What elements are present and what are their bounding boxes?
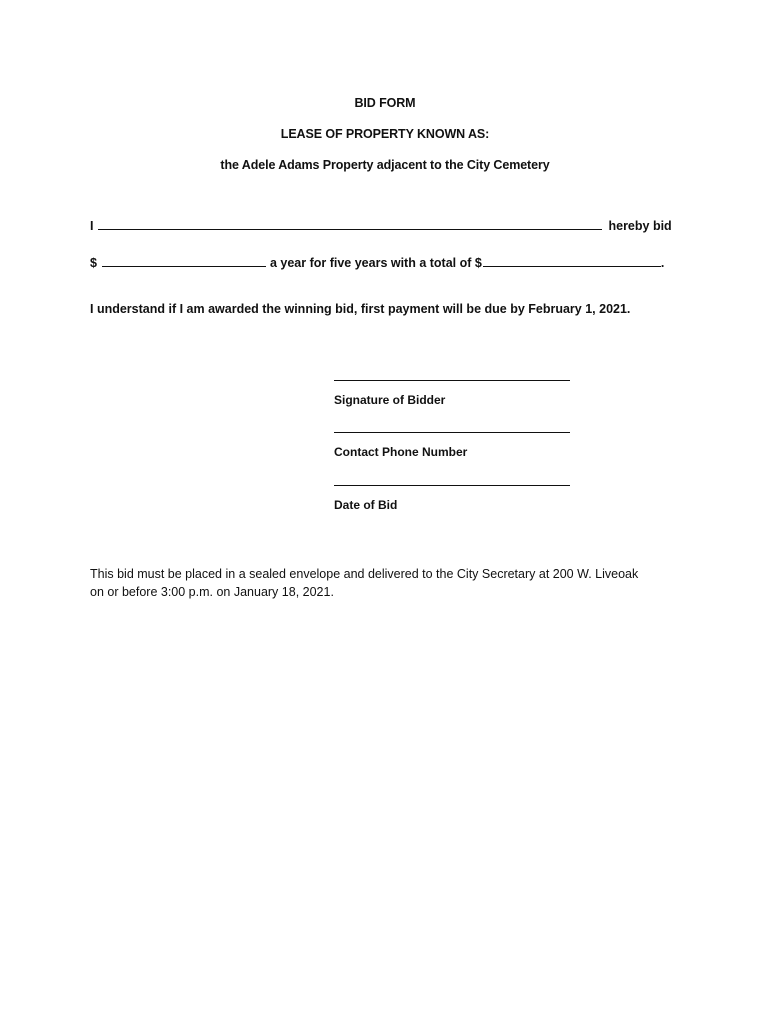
- total-amount-field[interactable]: [483, 254, 661, 267]
- line-period: .: [660, 256, 665, 270]
- signature-label: Signature of Bidder: [334, 393, 446, 407]
- bid-amount-line: [90, 254, 690, 270]
- bidder-name-field[interactable]: [98, 217, 602, 230]
- phone-field[interactable]: [334, 432, 570, 433]
- signature-section: [334, 380, 574, 407]
- annual-text: a year for five years with a total of $: [269, 256, 482, 270]
- annual-amount-field[interactable]: [102, 254, 266, 267]
- award-statement: I understand if I am awarded the winning bid, first payment will be due by February 1, 2021.: [90, 302, 631, 316]
- signature-field[interactable]: [334, 380, 570, 381]
- date-section: [334, 485, 574, 512]
- hereby-bid-text: hereby bid: [608, 219, 672, 233]
- form-title: BID FORM: [354, 96, 416, 110]
- bidder-name-line: [90, 217, 690, 233]
- submission-instructions: [90, 565, 690, 601]
- instructions-line-2: on or before 3:00 p.m. on January 18, 2021.: [90, 585, 334, 599]
- property-name: the Adele Adams Property adjacent to the City Cemetery: [220, 158, 550, 172]
- dollar-sign: $: [90, 256, 97, 270]
- date-label: Date of Bid: [334, 498, 398, 512]
- date-field[interactable]: [334, 485, 570, 486]
- phone-section: [334, 432, 574, 459]
- instructions-line-1: This bid must be placed in a sealed envelope and delivered to the City Secretary at 200 W. Liveoak: [90, 567, 639, 581]
- bidder-prefix: I: [90, 219, 94, 233]
- phone-label: Contact Phone Number: [334, 445, 468, 459]
- lease-heading: LEASE OF PROPERTY KNOWN AS:: [280, 127, 490, 141]
